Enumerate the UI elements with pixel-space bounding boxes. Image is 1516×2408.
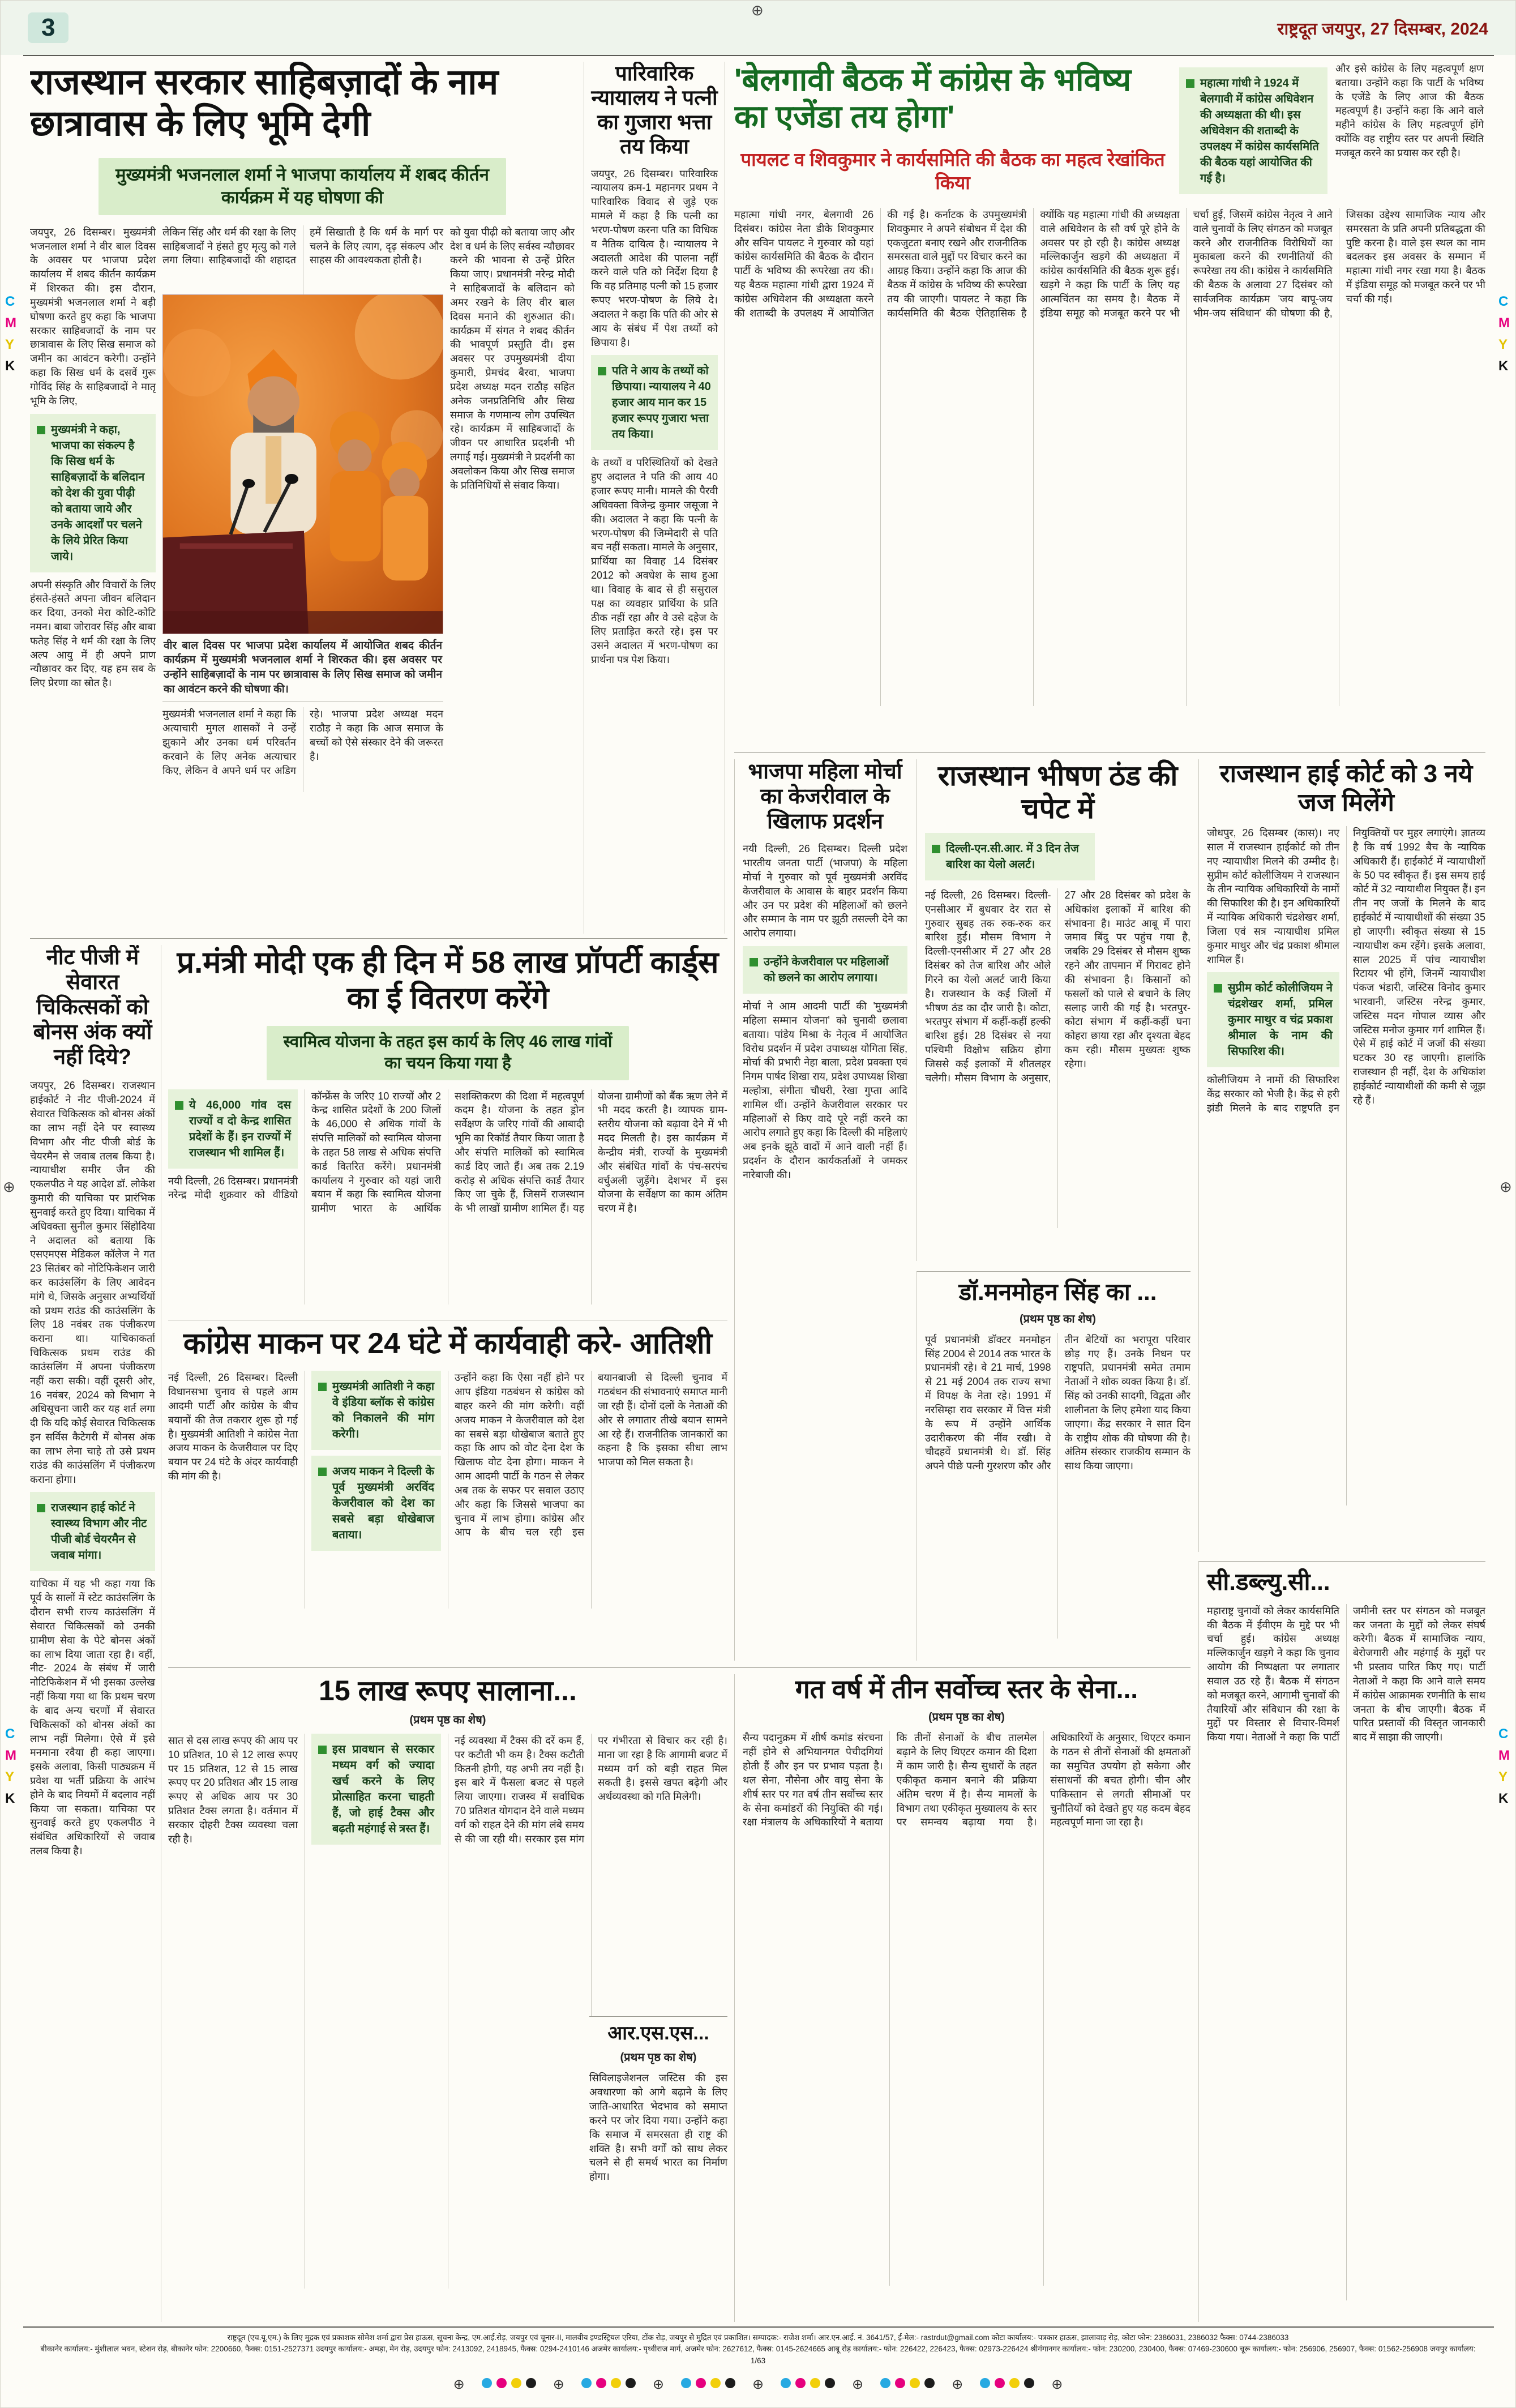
imprint <box>35 2332 1481 2367</box>
pull-quote <box>591 355 718 450</box>
headline: आर.एस.एस... <box>607 2022 709 2044</box>
section-divider <box>734 752 1485 753</box>
cmyk-letter: M <box>5 315 16 331</box>
continuation-kicker: (प्रथम पृष्ठ का शेष) <box>620 2051 697 2064</box>
registration-mark-icon: ⊕ <box>453 2377 465 2392</box>
registration-mark-icon: ⊕ <box>652 2377 664 2392</box>
pull-quote <box>743 946 907 994</box>
article-manmohan-singh <box>917 1271 1190 1661</box>
cmyk-letter: Y <box>1498 337 1508 352</box>
column <box>450 225 575 793</box>
continuation-kicker: (प्रथम पृष्ठ का शेष) <box>1020 1312 1096 1325</box>
body-paragraph: कोलीजियम ने नामों की सिफारिश केंद्र सरकार को भेजी है। केंद्र से हरी झंडी मिलने के बाद राष्ट्रपति इन नियुक्तियों पर मुहर लगाएंगे। ज्ञातव्य है कि वर्ष 1992 बैच के न्यायिक अधिकारी हैं। हाईकोर्ट में न्यायाधीशों के 50 पद स्वीकृत हैं। इस समय हाई कोर्ट में 32 न्यायाधीश नियुक्त हैं। इन तीन नए जजों के मिलने के बाद हाईकोर्ट में न्यायाधीशों की संख्या 35 हो जाएगी। स्वीकृत संख्या से 15 न्यायाधीश कम रहेंगे। इसके अलावा, साल 2025 में पांच न्यायाधीश रिटायर भी होंगे, जिनमें न्यायाधीश पंकज भंडारी, जस्टिस विनोद कुमार भारवानी, जस्टिस नरेन्द्र कुमार, जस्टिस मदन गोपाल व्यास और जस्टिस मनोज कुमार गर्ग शामिल हैं। ऐसे में हाई कोर्ट में जजों की संख्या घटकर 30 रह जाएगी। हालांकि राजस्थान ही नहीं, देश के अधिकांश हाईकोर्ट न्यायाधीशों की कमी से जूझ रहे हैं। <box>1207 827 1485 1114</box>
cmyk-print-mark <box>5 1727 16 1806</box>
body-paragraph: नई दिल्ली, 26 दिसम्बर। दिल्ली विधानसभा चुनाव से पहले आम आदमी पार्टी और कांग्रेस के बीच बयानों की तेज तकरार शुरू हो गई है। मुख्यमंत्री आतिशी ने कांग्रेस नेता अजय माकन के केजरीवाल पर दिए बयान पर 24 घंटे के अंदर कार्यवाही की मांग की है। <box>168 1372 298 1482</box>
body-paragraph: जयपुर, 26 दिसम्बर। राजस्थान हाईकोर्ट ने नीट पीजी-2024 में सेवारत चिकित्सक को बोनस अंकों का लाभ नहीं देने पर स्वास्थ्य विभाग और नीट पीजी बोर्ड के चेयरमैन से जवाब तलब किया है। न्यायाधीश समीर जैन की एकलपीठ ने यह आदेश डॉ. लोकेश कुमारी की याचिका पर प्रारंभिक सुनवाई करते हुए दिया। याचिका में अधिवक्ता सुनील कुमार सिंहोदिया ने अदालत को बताया कि एसएमएस मेडिकल कॉलेज ने गत 23 सितंबर को नोटिफिकेशन जारी कर काउंसलिंग के लिए आवेदन मांगे थे, जिसके अनुसार अभ्यर्थियों को प्रथम राउंड की काउंसलिंग के लिए 18 नवंबर तक पंजीकरण कराना था। याचिकाकर्ता चिकित्सक प्रथम राउंड की काउंसलिंग में अपना पंजीकरण नहीं करा सकी। वहीं दूसरी ओर, 16 नवंबर, 2024 को विभाग ने अधिसूचना जारी कर यह शर्त लगा दी कि यदि कोई सेवारत चिकित्सक इन सर्विस कैटेगरी में बोनस अंक का लाभ लेना चाहे तो उसे प्रथम राउंड की काउंसलिंग में पंजीकरण कराना होगा। <box>30 1080 155 1485</box>
body-paragraph: नयी दिल्ली, 26 दिसम्बर। दिल्ली प्रदेश भारतीय जनता पार्टी (भाजपा) के महिला मोर्चा ने गुरुवार को पूर्व मुख्यमंत्री अरविंद केजरीवाल के आवास के बाहर प्रदर्शन किया और उन पर प्रदेश की महिलाओं को छलने और सम्मान के नाम पर झूठी तसल्ली देने का आरोप लगाया। <box>743 843 907 939</box>
headline: गत वर्ष में तीन सर्वोच्च स्तर के सेना... <box>795 1674 1138 1704</box>
body-paragraph: महात्मा गांधी नगर, बेलगावी 26 दिसंबर। कांग्रेस नेता डीके शिवकुमार और सचिन पायलट ने गुरुवार को यहां कांग्रेस कार्यसमिति की बैठक के दौरान पार्टी के भविष्य की रूपरेखा तय की। यह बैठक महात्मा गांधी द्वारा 1924 में कांग्रेस अधिवेशन की अध्यक्षता करने की शताब्दी के उपलक्ष्य में आयोजित की गई है। कर्नाटक के उपमुख्यमंत्री शिवकुमार ने अपने संबोधन में देश की एकजुटता बनाए रखने और राजनीतिक समरसता वाले मुद्दों पर विचार करने का आग्रह किया। उन्होंने कहा कि आज की बैठक में कांग्रेस के भविष्य की रूपरेखा तय की जाएगी। पायलट ने कहा कि कार्यसमिति की बैठक ऐतिहासिक है क्योंकि यह महात्मा गांधी की अध्यक्षता वाले अधिवेशन के सौ वर्ष पूरे होने के अवसर पर हो रही है। कांग्रेस अध्यक्ष मल्लिकार्जुन खड़गे की अध्यक्षता में कांग्रेस कार्यसमिति की बैठक शुरू हुई। खड़गे ने कहा कि पार्टी के लिए यह आत्मचिंतन का समय है। बैठक में इंडिया समूह को मजबूत करने पर भी चर्चा हुई, जिसमें कांग्रेस नेतृत्व ने आने वाले चुनावों के लिए संगठन को मजबूत करने और राजनीतिक विरोधियों का मुकाबला करने की रणनीतियों की रूपरेखा तय की। कांग्रेस ने कार्यसमिति की बैठक के अलावा 27 दिसंबर को सार्वजनिक कार्यक्रम 'जय बापू-जय भीम-जय संविधान' की घोषणा की है, जिसका उद्देश्य सामाजिक न्याय और समरसता के प्रति अपनी प्रतिबद्धता की पुष्टि करना है। वाले इस स्थल का नाम बदलकर इस अवसर के सम्मान में महात्मा गांधी नगर रखा गया है। बैठक में इंडिया समूह को मजबूत करने पर भी चर्चा की गई। <box>734 209 1485 319</box>
body-paragraph: अपनी संस्कृति और विचारों के लिए हंसते-हंसते अपना जीवन बलिदान कर दिया, उनको मेरा कोटि-कोटि नमन। बाबा जोरावर सिंह और बाबा फतेह सिंह ने धर्म की रक्षा के लिए अल्प आयु में ही अपने प्राण न्यौछावर कर दिए, यह हम सब के लिए प्रेरणा का स्रोत है। <box>30 579 156 689</box>
pull-quote <box>168 1089 298 1169</box>
body-paragraph: नई व्यवस्था में टैक्स की दरें कम हैं, पर कटौती भी कम है। टैक्स कटौती कितनी होगी, यह अभी तय नहीं है। इस बारे में फैसला बजट से पहले लिया जाएगा। राजस्व में सर्वाधिक 70 प्रतिशत योगदान देने वाले मध्यम वर्ग को राहत देने की मांग लंबे समय से की जा रही थी। सरकार इस मांग पर गंभीरता से विचार कर रही है। माना जा रहा है कि आगामी बजट में मध्यम वर्ग को बड़ी राहत मिल सकती है। इससे खपत बढ़ेगी और अर्थव्यवस्था को गति मिलेगी। <box>455 1735 727 1845</box>
pull-quote-text: पति ने आय के तथ्यों को छिपाया। न्यायालय ने 40 हजार आय मान कर 15 हजार रूपए गुजारा भत्ता तय किया। <box>612 365 711 441</box>
cmyk-dot-group <box>878 2378 937 2391</box>
body-paragraph: महाराष्ट्र चुनावों को लेकर कार्यसमिति की बैठक में ईवीएम के मुद्दे पर भी चर्चा हुई। कांग्रेस अध्यक्ष मल्लिकार्जुन खड़गे ने कहा कि चुनाव आयोग की निष्पक्षता पर लगातार सवाल उठ रहे हैं। बैठक में संगठन को मजबूत करने, आगामी चुनावों की तैयारियों और संविधान की रक्षा के मुद्दों पर विस्तार से विचार-विमर्श किया गया। नेताओं ने कहा कि पार्टी जमीनी स्तर पर संगठन को मजबूत कर जनता के मुद्दों को लेकर संघर्ष करेगी। बैठक में सामाजिक न्याय, बेरोजगारी और महंगाई के मुद्दों पर भी प्रस्ताव पारित किए गए। पार्टी नेताओं ने कहा कि आने वाले समय में कांग्रेस आक्रामक रणनीति के साथ जनता के बीच जाएगी। बैठक में पारित प्रस्तावों की विस्तृत जानकारी बाद में साझा की जाएगी। <box>1207 1605 1485 1743</box>
registration-mark-icon: ⊕ <box>3 1178 15 1195</box>
alert-text: दिल्ली-एन.सी.आर. में 3 दिन तेज बारिश का येलो अलर्ट। <box>946 842 1079 871</box>
pull-quote-text: उन्होंने केजरीवाल पर महिलाओं को छलने का आरोप लगाया। <box>764 956 889 985</box>
article-atishi-maken <box>168 1327 727 1663</box>
body-paragraph: सैन्य पदानुक्रम में शीर्ष कमांड संरचना नहीं होने से अभियानगत पेचीदगियां होती हैं और इन पर प्रभाव पड़ता है। थल सेना, नौसेना और वायु सेना के शीर्ष स्तर पर गत वर्ष तीन सर्वोच्च स्तर के सेना कमांडरों की नियुक्ति की गई। रक्षा मंत्रालय के अधिकारियों ने बताया कि तीनों सेनाओं के बीच तालमेल बढ़ाने के लिए थिएटर कमान की दिशा में काम जारी है। सैन्य सुधारों के तहत एकीकृत कमान बनाने की प्रक्रिया अंतिम चरण में है। सैन्य मामलों के विभाग तथा एकीकृत मुख्यालय के स्तर पर समन्वय बढ़ाया गया है। अधिकारियों के अनुसार, थिएटर कमान के गठन से तीनों सेनाओं की क्षमताओं का समुचित उपयोग हो सकेगा और संसाधनों की बचत होगी। चीन और पाकिस्तान से लगती सीमाओं पर चुनौतियों को देखते हुए यह कदम बेहद महत्वपूर्ण माना जा रहा है। <box>743 1732 1190 1828</box>
cmyk-letter: K <box>5 358 15 374</box>
registration-mark-icon: ⊕ <box>1500 1178 1512 1195</box>
body-paragraph: मोर्चा ने आम आदमी पार्टी की 'मुख्यमंत्री महिला सम्मान योजना' को चुनावी छलावा बताया। पांडेय मिश्रा के नेतृत्व में आयोजित विरोध प्रदर्शन में प्रदेश उपाध्यक्ष योगिता सिंह, मोर्चा की प्रभारी नेहा बाला, प्रदेश प्रवक्ता एवं निगम पार्षद शिखा राय, प्रदेश उपाध्यक्ष शिखा मल्होत्रा, संगीता चौधरी, रेखा गुप्ता आदि शामिल थीं। उन्होंने केजरीवाल सरकार पर महिलाओं से किए वादे पूरे नहीं करने का आरोप लगाते हुए कहा कि दिल्ली की महिलाएं अब इनके झूठे वादों में आने वाली नहीं हैं। प्रदर्शन के दौरान कार्यकर्ताओं ने जमकर नारेबाजी की। <box>743 1000 907 1181</box>
article-property-cards <box>168 945 727 1316</box>
cmyk-letter: M <box>1498 315 1510 331</box>
article-hostel-land <box>30 62 575 934</box>
article-body <box>1207 1604 1485 2300</box>
article-body <box>925 888 1190 1228</box>
pull-quote <box>311 1456 441 1551</box>
registration-mark-icon: ⊕ <box>1051 2377 1063 2392</box>
body-paragraph: जयपुर, 26 दिसम्बर। पारिवारिक न्यायालय क्रम-1 महानगर प्रथम ने पारिवारिक विवाद से जुड़े एक मामले में कहा है कि पत्नी का भरण-पोषण करना पति का विधिक व नैतिक दायित्व है। न्यायालय ने अदालती आदेश की पालना नहीं करने वाले पति को निर्देश दिया है कि वह प्रतिमाह पत्नी को 15 हजार रूपए भरण-पोषण के लिये दे। अदालत ने कहा कि पति की ओर से आय के संबंध में पेश तथ्यों को छिपाया है। <box>591 168 718 348</box>
pull-quote-text: सुप्रीम कोर्ट कोलीजियम ने चंद्रशेखर शर्मा, प्रमिल कुमार माथुर व चंद्र प्रकाश श्रीमाल के नाम की सिफारिश की। <box>1228 982 1333 1058</box>
bullet-square-icon <box>318 1468 327 1476</box>
section-divider <box>168 1667 1190 1668</box>
cmyk-letter: K <box>1498 1791 1509 1806</box>
headline: नीट पीजी में सेवारत चिकित्सकों को बोनस अंक क्यों नहीं दिये? <box>33 946 152 1070</box>
subheadline: मुख्यमंत्री भजनलाल शर्मा ने भाजपा कार्यालय में शबद कीर्तन कार्यक्रम में यह घोषणा की <box>99 158 506 215</box>
registration-mark-icon: ⊕ <box>553 2377 564 2392</box>
article-mahila-morcha <box>734 759 907 1661</box>
color-calibration-bar <box>1 2376 1515 2393</box>
headline: 15 लाख रूपए सालाना... <box>319 1675 577 1706</box>
article-rss <box>589 2016 727 2322</box>
article-body <box>734 208 1485 706</box>
bullet-square-icon <box>37 1504 45 1512</box>
article-body <box>925 1333 1190 1639</box>
headline: पारिवारिक न्यायालय ने पत्नी का गुजारा भत्ता तय किया <box>591 62 718 158</box>
photo-caption: वीर बाल दिवस पर भाजपा प्रदेश कार्यालय में आयोजित शबद कीर्तन कार्यक्रम में मुख्यमंत्री भजनलाल शर्मा ने शिरकत की। इस अवसर पर उन्होंने साहिबज़ादों के नाम पर छात्रावास के लिए सिख समाज को जमीन का आवंटन करने की घोषणा की। <box>162 634 443 702</box>
masthead: राष्ट्रदूत जयपुर, 27 दिसम्बर, 2024 <box>1277 19 1488 39</box>
headline: प्र.मंत्री मोदी एक ही दिन में 58 लाख प्रॉपर्टी कार्ड्स का ई वितरण करेंगे <box>177 946 719 1015</box>
registration-mark-icon: ⊕ <box>952 2377 963 2392</box>
registration-mark-icon: ⊕ <box>752 2377 764 2392</box>
headline: राजस्थान सरकार साहिबज़ादों के नाम छात्रावास के लिए भूमि देगी <box>30 62 499 144</box>
body-paragraph: पूर्व प्रधानमंत्री डॉक्टर मनमोहन सिंह 2004 से 2014 तक भारत के प्रधानमंत्री रहे। वे 21 मार्च, 1998 से 21 मई 2004 तक राज्य सभा में विपक्ष के नेता रहे। 1991 में नरसिम्हा राव सरकार में वित्त मंत्री के रूप में उन्होंने आर्थिक उदारीकरण की नींव रखी। वे चौदहवें प्रधानमंत्री थे। डॉ. सिंह अपने पीछे पत्नी गुरशरण कौर और तीन बेटियों का भरापूरा परिवार छोड़ गए हैं। उनके निधन पर राष्ट्रपति, प्रधानमंत्री समेत तमाम नेताओं ने शोक व्यक्त किया है। डॉ. सिंह को उनकी सादगी, विद्वता और शालीनता के लिए हमेशा याद किया जाएगा। केंद्र सरकार ने सात दिन के राष्ट्रीय शोक की घोषणा की है। अंतिम संस्कार राजकीय सम्मान के साथ किया जाएगा। <box>925 1333 1190 1472</box>
article-neet-pg <box>30 945 161 2322</box>
body-paragraph: मुख्यमंत्री भजनलाल शर्मा ने कहा कि अत्याचारी मुगल शासकों ने उन्हें झुकाने और उनका धर्म परिवर्तन करवाने के लिए अनेक अत्याचार किए, लेकिन वे अपने धर्म पर अडिग रहे। भाजपा प्रदेश अध्यक्ष मदन राठौड़ ने कहा कि आज समाज के बच्चों को ऐसे संस्कार देने की जरूरत है। <box>162 708 443 776</box>
body-paragraph: नयी दिल्ली, 26 दिसम्बर। प्रधानमंत्री नरेन्द्र मोदी शुक्रवार को वीडियो कॉन्फ्रेंस के जरिए 10 राज्यों और 2 केन्द्र शासित प्रदेशों के 200 जिलों के 46,000 से अधिक गांवों के संपत्ति मालिकों को स्वामित्व योजना के तहत 58 लाख से अधिक संपत्ति कार्ड वितरित करेंगे। प्रधानमंत्री कार्यालय ने गुरुवार को यहां जारी बयान में कहा कि स्वामित्व योजना ग्रामीण भारत के आर्थिक सशक्तिकरण की दिशा में महत्वपूर्ण कदम है। योजना के तहत ड्रोन सर्वेक्षण के जरिए गांवों की आबादी भूमि का रिकॉर्ड तैयार किया जाता है और संपत्ति मालिकों को स्वामित्व कार्ड दिए जाते हैं। अब तक 2.19 करोड़ से अधिक संपत्ति कार्ड तैयार किए जा चुके हैं, जिसमें राजस्थान के भी लाखों ग्रामीण शामिल हैं। यह योजना ग्रामीणों को बैंक ऋण लेने में भी मदद करती है। व्यापक ग्राम-स्तरीय योजना को बढ़ावा देने में भी मदद मिलती है। इस कार्यक्रम में केन्द्रीय मंत्री, राज्यों के मुख्यमंत्री और संबंधित गांवों के पंच-सरपंच वर्चुअली जुड़ेंगे। देशभर में इस योजना के सर्वेक्षण का काम अंतिम चरण में है। <box>168 1090 727 1214</box>
registration-mark-icon: ⊕ <box>852 2377 864 2392</box>
pull-quote <box>1179 67 1327 194</box>
cmyk-dot-group <box>479 2378 538 2391</box>
section-divider <box>30 938 727 939</box>
pull-quote-text: मुख्यमंत्री आतिशी ने कहा वे इंडिया ब्लॉक से कांग्रेस को निकालने की मांग करेगी। <box>332 1380 434 1441</box>
pull-quote-text: अजय माकन ने दिल्ली के पूर्व मुख्यमंत्री अरविंद केजरीवाल को देश का सबसे बड़ा धोखेबाज बताया। <box>332 1465 434 1542</box>
imprint-line: राष्ट्रदूत (एच.यू.एम.) के लिए मुद्रक एवं प्रकाशक सोमेश शर्मा द्वारा प्रेस हाऊस, सूचना केन्द्र, एम.आई.रोड़, जयपुर एवं चूनार-II, मालवीय इण्डस्ट्रियल एरिया, टोंक रोड़, जयपुर से मुद्रित एवं प्रकाशित। सम्पादक:- राजेश शर्मा। आर.एन.आई. नं. 3641/57, ई-मेल:- rastrdut@gmail.com कोटा कार्यालय:- पत्रकार हाऊस, झालावाड़ रोड़, कोटा फोन: 2386031, 2386032 फैक्स: 0744-2386033 <box>227 2333 1289 2342</box>
page-number: 3 <box>28 12 68 43</box>
cmyk-letter: C <box>5 294 15 309</box>
bullet-square-icon <box>598 367 606 375</box>
header-divider <box>23 55 1494 56</box>
cmyk-letter: K <box>1498 358 1509 374</box>
body-paragraph: याचिका में यह भी कहा गया कि पूर्व के सालों में स्टेट काउंसलिंग के दौरान सभी राज्य काउंसलिंग में सेवारत चिकित्सकों को उनकी ग्रामीण सेवा के पेटे बोनस अंकों का लाभ दिया जाता रहा है। वहीं, नीट- 2024 के संबंध में जारी नोटिफिकेशन में भी इसका उल्लेख नहीं किया गया था कि प्रथम चरण के बाद अन्य चरणों में सेवारत चिकित्सकों को बोनस अंकों का लाभ नहीं मिलेगा। ऐसे में इसे मनमाना रवैया ही कहा जाएगा। इसके अलावा, किसी पाठ्यक्रम में प्रवेश या भर्ती प्रक्रिया के आरंभ होने के बाद नियमों में बदलाव नहीं किया जा सकता। याचिका पर सुनवाई करते हुए एकलपीठ ने संबंधित अधिकारियों से जवाब तलब किया है। <box>30 1578 155 1857</box>
alert-note <box>925 833 1095 880</box>
headline-group <box>734 62 1171 200</box>
body-paragraph: को युवा पीढ़ी को बताया जाए और देश व धर्म के लिए सर्वस्व न्यौछावर करने की भावना से उन्हें प्रेरित किया जाए। प्रधानमंत्री नरेन्द्र मोदी ने साहिबजादों के बलिदान को अमर रखने के लिए वीर बाल दिवस मनाने की शुरुआत की। कार्यक्रम में संगत ने शबद कीर्तन की भावपूर्ण प्रस्तुति दी। इस अवसर पर उपमुख्यमंत्री दीया कुमारी, प्रेमचंद बैरवा, भाजपा प्रदेश अध्यक्ष मदन राठौड़ सहित अनेक जनप्रतिनिधि और सिख समाज के गणमान्य लोग उपस्थित रहे। कार्यक्रम में साहिबजादों के जीवन पर आधारित प्रदर्शनी भी लगाई गई। मुख्यमंत्री ने प्रदर्शनी का अवलोकन किया और सिख समाज के प्रतिनिधियों से संवाद किया। <box>450 226 575 491</box>
pull-quote <box>30 414 156 572</box>
body-paragraph: जयपुर, 26 दिसम्बर। मुख्यमंत्री भजनलाल शर्मा ने वीर बाल दिवस के अवसर पर भाजपा प्रदेश कार्यालय में शबद कीर्तन कार्यक्रम में शिरकत की। इस दौरान, मुख्यमंत्री भजनलाल शर्मा ने बड़ी घोषणा करते हुए कहा कि भाजपा सरकार साहिबजादों के नाम पर छात्रावास के लिए सिख समाज को जमीन का आवंटन करेगी। उन्होंने कहा कि सिख धर्म के दसवें गुरू गोविंद सिंह के साहिबजादों ने मातृ भूमि के लिए, <box>30 226 156 407</box>
registration-mark-icon: ⊕ <box>751 2 764 19</box>
headline: सी.डब्ल्यु.सी... <box>1207 1568 1330 1595</box>
body-paragraph: उन्होंने कहा कि ऐसा नहीं होने पर आप इंडिया गठबंधन से कांग्रेस को बाहर करने की मांग करेगी। वहीं अजय माकन ने केजरीवाल को देश का सबसे बड़ा धोखेबाज बताते हुए कहा कि आप को वोट देना देश के खिलाफ वोट देना होगा। माकन ने आम आदमी पार्टी के गठन से लेकर अब तक के सफर पर सवाल उठाए और कहा कि जिससे भाजपा का चुनाव में लाभ होगा। कांग्रेस और आप के बीच चल रही इस बयानबाजी से दिल्ली चुनाव में गठबंधन की संभावनाएं समाप्त मानी जा रही हैं। दोनों दलों के नेताओं की ओर से लगातार तीखे बयान सामने आ रहे हैं। राजनीतिक जानकारों का कहना है कि इसका सीधा लाभ भाजपा को मिल सकता है। <box>455 1372 727 1538</box>
cmyk-dot-group <box>679 2378 738 2391</box>
continuation-kicker: (प्रथम पृष्ठ का शेष) <box>409 1714 486 1726</box>
pull-quote-text: मुख्यमंत्री ने कहा, भाजपा का संकल्प है कि सिख धर्म के साहिबज़ादों के बलिदान को देश की युवा पीढ़ी को बताया जाये और उनके आदर्शों पर चलने के लिये प्रेरित किया जाये। <box>51 423 145 563</box>
pull-quote-text: राजस्थान हाई कोर्ट ने स्वास्थ्य विभाग और नीट पीजी बोर्ड चेयरमैन से जवाब मांगा। <box>51 1502 147 1562</box>
pull-quote <box>311 1734 441 1845</box>
bullet-square-icon <box>1186 79 1194 88</box>
pull-quote <box>30 1492 155 1571</box>
headline: भाजपा महिला मोर्चा का केजरीवाल के खिलाफ प्रदर्शन <box>748 760 902 834</box>
article-cold-wave <box>917 759 1190 1261</box>
bullet-square-icon <box>318 1746 327 1754</box>
article-body <box>1207 826 1485 1505</box>
article-body <box>168 1371 727 1609</box>
cmyk-letter: Y <box>5 337 15 352</box>
cmyk-dot-group <box>579 2378 638 2391</box>
cmyk-letter: M <box>1498 1748 1510 1763</box>
article-family-court <box>584 62 725 934</box>
body-paragraph: लेकिन सिंह और धर्म की रक्षा के लिए साहिबजादों ने हंसते हुए मृत्यु को गले लगा लिया। साहिबजादों की शहादत हमें सिखाती है कि धर्म के मार्ग पर चलने के लिए त्याग, दृढ़ संकल्प और साहस की आवश्यकता होती है। <box>162 226 443 266</box>
article-body <box>168 1089 727 1304</box>
footer-divider <box>23 2326 1494 2328</box>
body-paragraph: जोधपुर, 26 दिसम्बर (कास)। नए साल में राजस्थान हाईकोर्ट को तीन नए न्यायाधीश मिलने की उम्मीद है। सुप्रीम कोर्ट कोलीजियम ने राजस्थान के तीन न्यायिक अधिकारियों के नामों की सिफारिश की है। इन अधिकारियों में न्यायिक अधिकारी चंद्रशेखर शर्मा, जिला एवं सत्र न्यायाधीश प्रमिल कुमार माथुर और चंद्र प्रकाश श्रीमाल शामिल हैं। <box>1207 827 1339 965</box>
bullet-square-icon <box>37 426 45 434</box>
cmyk-dot-group <box>978 2378 1037 2391</box>
continuation-kicker: (प्रथम पृष्ठ का शेष) <box>928 1711 1005 1724</box>
cmyk-letter: C <box>1498 1726 1509 1742</box>
body-paragraph: नई दिल्ली, 26 दिसम्बर। दिल्ली-एनसीआर में बुधवार देर रात से गुरुवार सुबह तक रुक-रुक कर बारिश हुई। मौसम विभाग ने दिल्ली-एनसीआर में 27 और 28 दिसंबर को तेज बारिश और ओले गिरने का येलो अलर्ट जारी किया है। राजस्थान के कई जिलों में भीषण ठंड का दौर जारी है। कोटा, भरतपुर संभाग में कहीं-कहीं हल्की बारिश हुई। 28 दिसंबर से नया पश्चिमी विक्षोभ सक्रिय होगा जिससे कई इलाकों में शीतलहर चलेगी। मौसम विभाग के अनुसार, 27 और 28 दिसंबर को प्रदेश के अधिकांश इलाकों में बारिश की संभावना है। माउंट आबू में पारा जमाव बिंदु पर पहुंच गया है, जबकि 29 दिसंबर से मौसम शुष्क रहने और तापमान में गिरावट होने की संभावना है। किसानों को फसलों को पाले से बचाने के लिए सलाह जारी की गई है। भरतपुर-कोटा संभाग में कहीं-कहीं घना कोहरा छाया रहा और दृश्यता बेहद कम रही। मौसम मुख्यतः शुष्क रहेगा। <box>925 889 1190 1084</box>
body-paragraph: सिविलाइजेशनल जस्टिस की इस अवधारणा को आगे बढ़ाने के लिए जाति-आधारित भेदभाव को समाप्त करने पर जोर दिया गया। उन्होंने कहा कि समाज में समरसता ही राष्ट्र की शक्ति है। सभी वर्गों को साथ लेकर चलने से ही समर्थ भारत का निर्माण होगा। <box>589 2072 727 2183</box>
article-cwc <box>1198 1561 1485 2322</box>
article-high-court-judges <box>1198 759 1485 1552</box>
bullet-square-icon <box>750 958 758 966</box>
news-photo-illustration <box>163 295 443 634</box>
subheadline: स्वामित्व योजना के तहत इस कार्य के लिए 46 लाख गांवों का चयन किया गया है <box>267 1026 629 1080</box>
article-belgavi-meeting <box>734 62 1485 749</box>
cmyk-letter: C <box>5 1726 15 1742</box>
cmyk-letter: Y <box>1498 1769 1508 1785</box>
news-photo <box>162 294 443 634</box>
cmyk-print-mark <box>5 295 16 373</box>
article-body <box>743 1731 1190 2286</box>
cmyk-letter: C <box>1498 294 1509 309</box>
cmyk-letter: K <box>5 1791 15 1806</box>
pull-quote <box>1207 972 1339 1067</box>
pull-quote-text: महात्मा गांधी ने 1924 में बेलगावी में कांग्रेस अधिवेशन की अध्यक्षता की थी। इस अधिवेशन की शताब्दी के उपलक्ष्य में कांग्रेस कार्यसमिति की बैठक यहां आयोजित की गई है। <box>1200 77 1319 185</box>
cmyk-dot-group <box>778 2378 837 2391</box>
cmyk-print-mark <box>1498 295 1510 373</box>
cmyk-print-mark <box>1498 1727 1510 1806</box>
headline: राजस्थान भीषण ठंड की चपेट में <box>937 760 1178 824</box>
headline: राजस्थान हाई कोर्ट को 3 नये जज मिलेंगे <box>1219 760 1473 817</box>
headline: 'बेलगावी बैठक में कांग्रेस के भविष्य का एजेंडा तय होगा' <box>734 62 1132 134</box>
bullet-square-icon <box>175 1101 183 1110</box>
body-paragraph: के तथ्यों व परिस्थितियों को देखते हुए अदालत ने पति की आय 40 हजार रूपए मानी। मामले की पैरवी अधिवक्ता विजेन्द्र कुमार जसूजा ने की। अदालत ने कहा कि पत्नी के भरण-पोषण की जिम्मेदारी से पति बच नहीं सकता। मामले के अनुसार, प्रार्थिया का विवाह 14 दिसंबर 2012 को अवधेश के साथ हुआ था। विवाह के बाद से ही ससुराल पक्ष का व्यवहार प्रार्थिया के प्रति ठीक नहीं रहा और वे उसे दहेज के लिए प्रताड़ित करते रहे। इस पर उसने अदालत में भरण-पोषण का प्रार्थना पत्र पेश किया। <box>591 457 718 665</box>
bullet-square-icon <box>318 1383 327 1391</box>
cmyk-letter: M <box>5 1748 16 1763</box>
body-paragraph: और इसे कांग्रेस के लिए महत्वपूर्ण क्षण बताया। उन्होंने कहा कि पार्टी के भविष्य के एजेंडे के लिए आज की बैठक महत्वपूर्ण है। उन्होंने कहा कि आने वाले महीने कांग्रेस के लिए महत्वपूर्ण होंगे क्योंकि वह राष्ट्रीय स्तर पर अपनी स्थिति मजबूत करने का प्रयास कर रही है। <box>1335 63 1484 159</box>
bullet-square-icon <box>932 845 940 853</box>
subheadline: पायलट व शिवकुमार ने कार्यसमिति की बैठक का महत्व रेखांकित किया <box>740 148 1165 194</box>
bullet-square-icon <box>1214 984 1222 993</box>
pull-quote-text: इस प्रावधान से सरकार मध्यम वर्ग को ज्यादा खर्च करने के लिए प्रोत्साहित करना चाहती हैं, जो हाई टैक्स और बढ़ती महंगाई से त्रस्त हैं। <box>332 1743 434 1835</box>
headline: डॉ.मनमोहन सिंह का ... <box>958 1278 1157 1305</box>
headline: कांग्रेस माकन पर 24 घंटे में कार्यवाही करे- आतिशी <box>183 1327 713 1360</box>
column <box>162 225 443 793</box>
imprint-line: बीकानेर कार्यालय:- मुंशीलाल भवन, स्टेशन रोड़, बीकानेर फोन: 2200660, फैक्स: 0151-2527371 उदयपुर कार्यालय:- अमड़ा, मेन रोड़, उदयपुर फोन: 2413092, 2418945, फैक्स: 0294-2410146 अजमेर कार्यालय:- पृथ्वीराज मार्ग, अजमेर फोन: 2627612, फैक्स: 0145-2624665 आबू रोड़ कार्यालय:- फोन: 226422, 226423, फैक्स: 02973-226424 श्रीगंगानगर कार्यालय:- फोन: 230200, 230400, फैक्स: 07469-230600 चूरू कार्यालय:- फोन: 256906, 256907, फैक्स: 01562-256908 जयपुर कार्यालय: 1/63 <box>40 2345 1476 2365</box>
pull-quote <box>311 1371 441 1450</box>
article-army-commanders <box>734 1674 1190 2322</box>
article-columns <box>30 225 575 793</box>
cmyk-letter: Y <box>5 1769 15 1785</box>
pull-quote-text: ये 46,000 गांव दस राज्यों व दो केन्द्र शासित प्रदेशों के हैं। इन राज्यों में राजस्थान भी शामिल हैं। <box>189 1098 291 1159</box>
article-top-row <box>734 62 1485 200</box>
column <box>30 225 156 793</box>
body-paragraph: सात से दस लाख रूपए की आय पर 10 प्रतिशत, 10 से 12 लाख रूपए पर 15 प्रतिशत, 12 से 15 लाख रूपए पर 20 प्रतिशत और 15 लाख रूपए से अधिक आय पर 30 प्रतिशत टैक्स लगता है। वर्तमान में सरकार दोहरी टैक्स व्यवस्था चला रही है। <box>168 1735 298 1845</box>
